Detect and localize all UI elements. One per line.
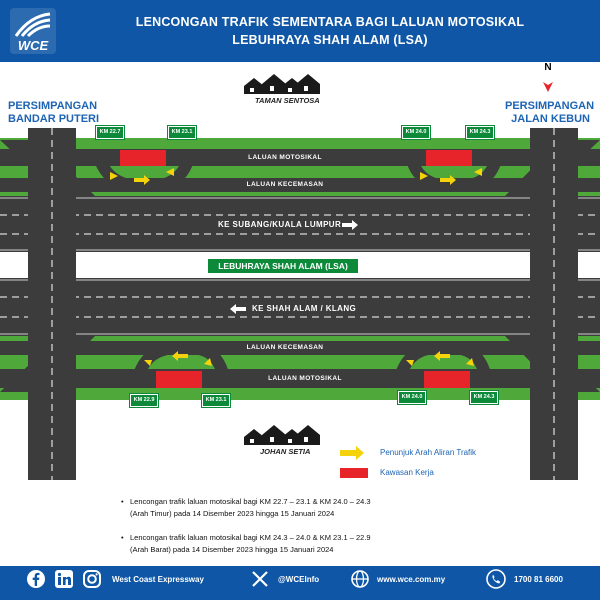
- north-arrow-icon: [543, 82, 553, 92]
- junction-left-line2: BANDAR PUTERI: [8, 113, 100, 125]
- work-zone-bottom-right: [424, 371, 470, 388]
- junction-left: [8, 100, 99, 126]
- junction-left-line1: PERSIMPANGAN: [8, 100, 98, 112]
- house-icons-bottom: [244, 425, 320, 445]
- km-sign: KM 22.9: [130, 394, 158, 407]
- linkedin-icon[interactable]: [54, 569, 74, 589]
- km-sign: KM 22.7: [96, 126, 124, 139]
- note-eastbound: [121, 496, 460, 520]
- title-line-2: LEBUHRAYA SHAH ALAM (LSA): [232, 33, 428, 47]
- phone-icon[interactable]: [486, 569, 506, 589]
- bullet-icon: •: [121, 533, 124, 542]
- km-sign: KM 24.0: [402, 126, 430, 139]
- facebook-icon[interactable]: [26, 569, 46, 589]
- work-zone-top-left: [120, 150, 166, 166]
- legend-work-label: Kawasan Kerja: [380, 468, 434, 477]
- junction-right-line2: JALAN KEBUN: [511, 113, 590, 125]
- legend-arrow-label: Penunjuk Arah Aliran Trafik: [380, 448, 477, 457]
- highway-name-sign: LEBUHRAYA SHAH ALAM (LSA): [208, 259, 358, 273]
- junction-right: [505, 100, 595, 126]
- x-twitter-icon[interactable]: [250, 569, 270, 589]
- note1-line1: Lencongan trafik laluan motosikal bagi KM 22.7 – 23.1 & KM 24.0 – 24.3: [130, 497, 371, 506]
- house-icons-top: [244, 74, 320, 94]
- note2-line2: (Arah Barat) pada 14 Disember 2023 hingga 15 Januari 2024: [130, 545, 334, 554]
- bullet-icon: •: [121, 497, 124, 506]
- logo-text: WCE: [17, 38, 49, 53]
- footer-handle[interactable]: @WCEInfo: [278, 575, 320, 584]
- junction-right-line1: PERSIMPANGAN: [505, 100, 595, 112]
- place-top: TAMAN SENTOSA: [255, 96, 320, 105]
- road-label-motor-bottom: LALUAN MOTOSIKAL: [268, 375, 342, 382]
- legend-work-zone-swatch: [340, 468, 368, 478]
- road-label-emergency-bottom: LALUAN KECEMASAN: [246, 344, 324, 351]
- legend-arrow-icon: [340, 446, 364, 460]
- road-label-motor-top: LALUAN MOTOSIKAL: [248, 154, 322, 161]
- title-line-1: LENCONGAN TRAFIK SEMENTARA BAGI LALUAN MOTOSIKAL: [135, 15, 525, 29]
- work-zone-top-right: [426, 150, 472, 166]
- km-sign: KM 24.0: [398, 391, 426, 404]
- km-sign: KM 23.1: [168, 126, 196, 139]
- km-sign: KM 24.3: [470, 391, 498, 404]
- note1-line2: (Arah Timur) pada 14 Disember 2023 hingga 15 Januari 2024: [130, 509, 335, 518]
- direction-label-west: KE SHAH ALAM / KLANG: [252, 304, 357, 313]
- road-label-emergency-top: LALUAN KECEMASAN: [246, 181, 324, 188]
- direction-label-east: KE SUBANG/KUALA LUMPUR: [218, 220, 342, 229]
- footer-website[interactable]: www.wce.com.my: [377, 575, 446, 584]
- footer-phone[interactable]: 1700 81 6600: [514, 575, 563, 584]
- note2-line1: Lencongan trafik laluan motosikal bagi KM 24.3 – 24.0 & KM 23.1 – 22.9: [130, 533, 371, 542]
- globe-icon[interactable]: [350, 569, 370, 589]
- km-sign: KM 23.1: [202, 394, 230, 407]
- km-sign: KM 24.3: [466, 126, 494, 139]
- place-bottom: JOHAN SETIA: [260, 447, 311, 456]
- footer-company[interactable]: West Coast Expressway: [112, 575, 204, 584]
- compass-label: N: [544, 62, 552, 73]
- header-bar: [0, 0, 600, 62]
- note-westbound: [121, 532, 460, 556]
- instagram-icon[interactable]: [82, 569, 102, 589]
- work-zone-bottom-left: [156, 371, 202, 388]
- page-title: [70, 13, 590, 49]
